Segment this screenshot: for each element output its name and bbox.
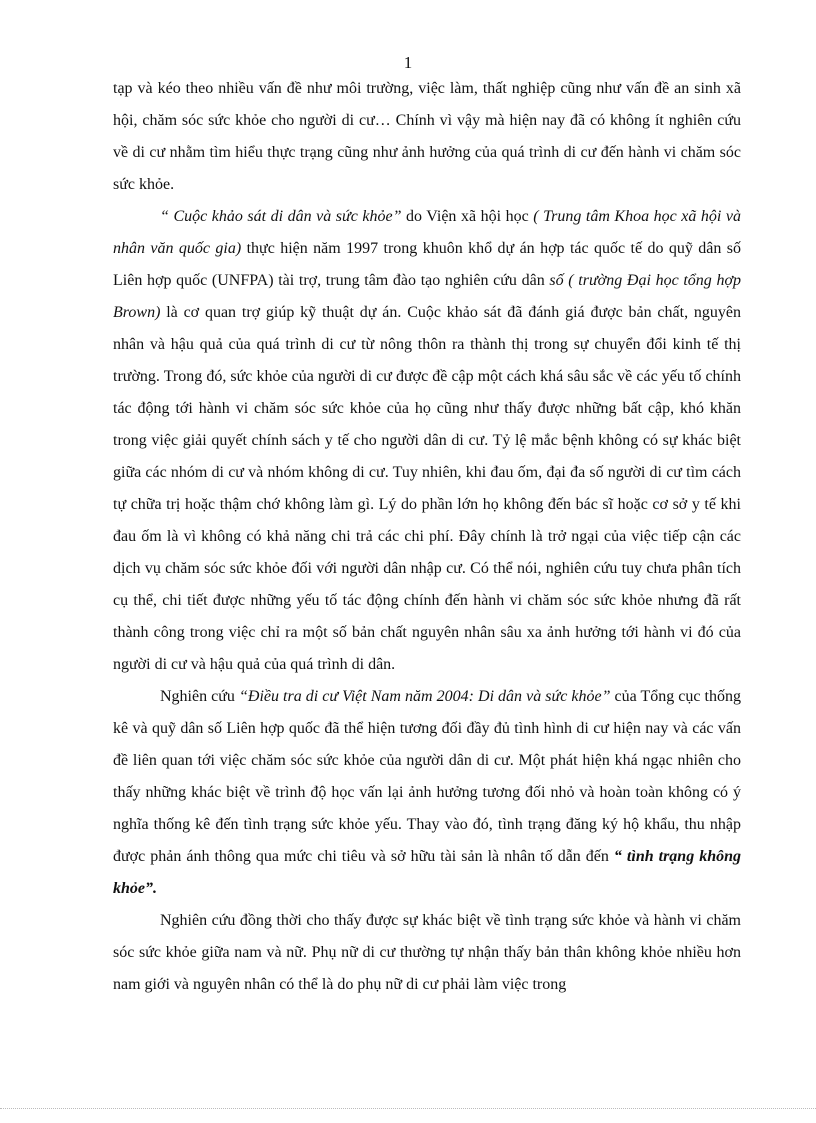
paragraph-3-text-a: Nghiên cứu bbox=[160, 688, 239, 705]
paragraph-2 bbox=[113, 201, 741, 681]
paragraph-4 bbox=[113, 905, 741, 1001]
page-number: 1 bbox=[403, 53, 413, 72]
paragraph-3-text-b: của Tổng cục thống kê và quỹ dân số Liên hợp quốc đã thể hiện tương đối đầy đủ tình hình di cư hiện nay và các vấn đề liên quan tới việc chăm sóc sức khỏe của người dân di cư. Một phát hiện khá ngạc nhiên cho thấy những khác biệt về trình độ học vấn lại ảnh hưởng tương đối nhỏ và hoàn toàn không có ý nghĩa thống kê đến tình trạng sức khỏe yếu. Thay vào đó, tình trạng đăng ký hộ khẩu, thu nhập được phản ánh thông qua mức chi tiêu và sở hữu tài sản là nhân tố dẫn đến bbox=[113, 688, 742, 865]
paragraph-4-text: Nghiên cứu đồng thời cho thấy được sự khác biệt về tình trạng sức khỏe và hành vi chăm sóc sức khỏe giữa nam và nữ. Phụ nữ di cư thường tự nhận thấy bản thân không khỏe nhiều hơn nam giới và nguyên nhân có thể là do phụ nữ di cư phải làm việc trong bbox=[113, 912, 741, 993]
paragraph-2-text-c: là cơ quan trợ giúp kỹ thuật dự án. Cuộc khảo sát đã đánh giá được bản chất, nguyên nhân và hậu quả của quá trình di cư từ nông thôn ra thành thị trong sự chuyển đổi kinh tế thị trường. Trong đó, sức khỏe của người di cư được đề cập một cách khá sâu sắc về các yếu tố chính tác động tới hành vi chăm sóc sức khỏe của họ cũng như thấy được những bất cập, khó khăn trong việc giải quyết chính sách y tế cho người dân di cư. Tỷ lệ mắc bệnh không có sự khác biệt giữa các nhóm di cư và nhóm không di cư. Tuy nhiên, khi đau ốm, đại đa số người di cư tìm cách tự chữa trị hoặc thậm chớ không làm gì. Lý do phần lớn họ không đến bác sĩ hoặc cơ sở y tế khi đau ốm là vì không có khả năng chi trả các chi phí. Đây chính là trở ngại của việc tiếp cận các dịch vụ chăm sóc sức khỏe đối với người dân nhập cư. Có thể nói, nghiên cứu tuy chưa phân tích cụ thể, chi tiết được những yếu tố tác động chính đến hành vi chăm sóc sức khỏe nhưng đã rất thành công trong việc chỉ ra một số bản chất nguyên nhân sâu xa ảnh hưởng tới hành vi đó của người di cư và hậu quả của quá trình di dân. bbox=[113, 304, 741, 673]
survey-title: “ Cuộc khảo sát di dân và sức khỏe” bbox=[160, 208, 402, 225]
paragraph-1-text: tạp và kéo theo nhiều vấn đề như môi trường, việc làm, thất nghiệp cũng như vấn đề an sinh xã hội, chăm sóc sức khỏe cho người di cư… Chính vì vậy mà hiện nay đã có không ít nghiên cứu về di cư nhằm tìm hiểu thực trạng cũng như ảnh hưởng của quá trình di cư đến hành vi chăm sóc sức khỏe. bbox=[113, 80, 741, 193]
paragraph-3 bbox=[113, 681, 741, 905]
document-body bbox=[113, 73, 741, 1001]
paragraph-1 bbox=[113, 73, 741, 201]
organization-name: ( Trung tâm Khoa học xã hội và nhân văn quốc gia) bbox=[113, 208, 742, 257]
emphasized-quote: “ tình trạng không khỏe”. bbox=[113, 848, 741, 897]
university-name: số ( trường Đại học tổng hợp Brown) bbox=[113, 272, 742, 321]
page-bottom-rule bbox=[0, 1108, 816, 1109]
paragraph-2-text-a: do Viện xã hội học bbox=[401, 208, 534, 225]
study-title: “Điều tra di cư Việt Nam năm 2004: Di dân và sức khỏe” bbox=[238, 688, 611, 705]
paragraph-2-text-b: thực hiện năm 1997 trong khuôn khổ dự án hợp tác quốc tế do quỹ dân số Liên hợp quốc (UNFPA) tài trợ, trung tâm đào tạo nghiên cứu dân bbox=[113, 240, 741, 289]
